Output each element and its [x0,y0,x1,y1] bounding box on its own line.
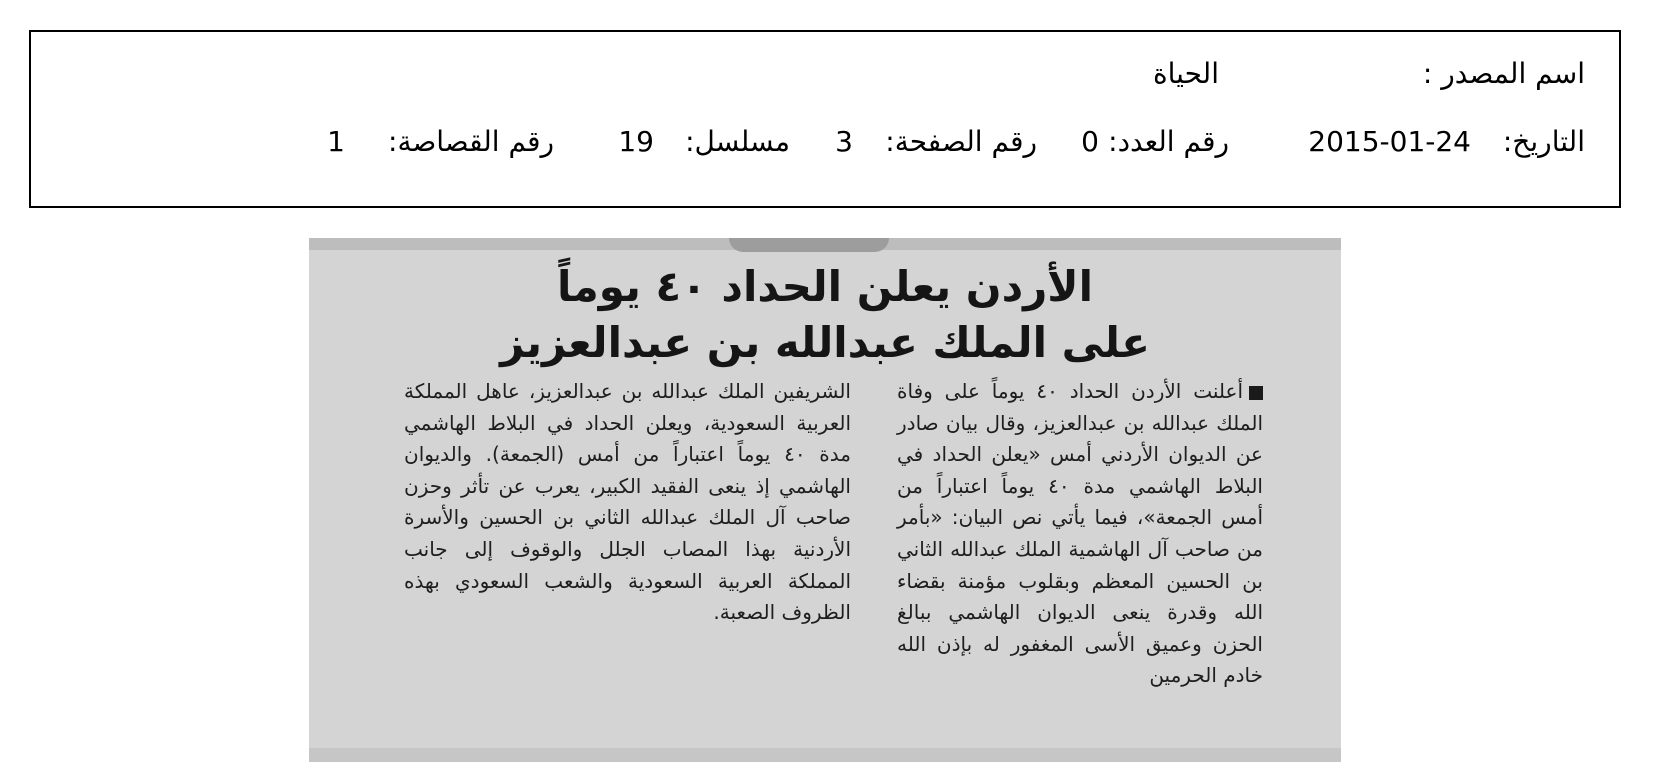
article-column-right [897,376,1263,706]
clipping-bottom-edge [309,748,1341,762]
date-value: 2015-01-24 [1308,125,1471,158]
clipping-top-artifact [729,238,889,252]
source-value: الحياة [1152,57,1219,90]
headline-line-2: على الملك عبدالله بن عبدالعزيز [500,318,1150,367]
article-column-left [404,376,851,706]
article-text-left: الشريفين الملك عبدالله بن عبدالعزيز، عاهل المملكة العربية السعودية، ويعلن الحداد في البلاط الهاشمي مدة ٤٠ يوماً اعتباراً من أمس (الجمعة). والديوان الهاشمي إذ ينعى الفقيد الكبير، يعرب عن تأثر وحزن صاحب آل الملك عبدالله الثاني بن الحسين والأسرة الأردنية بهذا المصاب الجلل والوقوف إلى جانب المملكة العربية السعودية والشعب السعودي بهذه الظروف الصعبة. [404,379,851,625]
issue-label: رقم العدد: [1108,125,1229,158]
bullet-square-icon [1249,386,1263,400]
article-text-right: أعلنت الأردن الحداد ٤٠ يوماً على وفاة الملك عبدالله بن عبدالعزيز، وقال بيان صادر عن الديوان الأردني أمس «يعلن الحداد في البلاط الهاشمي مدة ٤٠ يوماً اعتباراً من أمس الجمعة»، فيما يأتي نص البيان: «بأمر من صاحب آل الهاشمية الملك عبدالله الثاني بن الحسين المعظم وبقلوب مؤمنة بقضاء الله وقدرة ينعى الديوان الهاشمي ببالغ الحزن وعميق الأسى المغفور له بإذن الله خادم الحرمين [897,379,1263,688]
issue-value: 0 [1081,125,1099,158]
metadata-box [29,30,1621,208]
newspaper-clipping [309,238,1341,762]
clip-label: رقم القصاصة: [388,125,554,158]
date-label: التاريخ: [1502,125,1585,158]
page-value: 3 [835,125,853,158]
clip-value: 1 [327,125,345,158]
page-label: رقم الصفحة: [885,125,1037,158]
source-label: اسم المصدر : [1422,57,1585,90]
serial-value: 19 [618,125,654,158]
serial-label: مسلسل: [685,125,790,158]
headline-line-1: الأردن يعلن الحداد ٤٠ يوماً [557,262,1093,311]
